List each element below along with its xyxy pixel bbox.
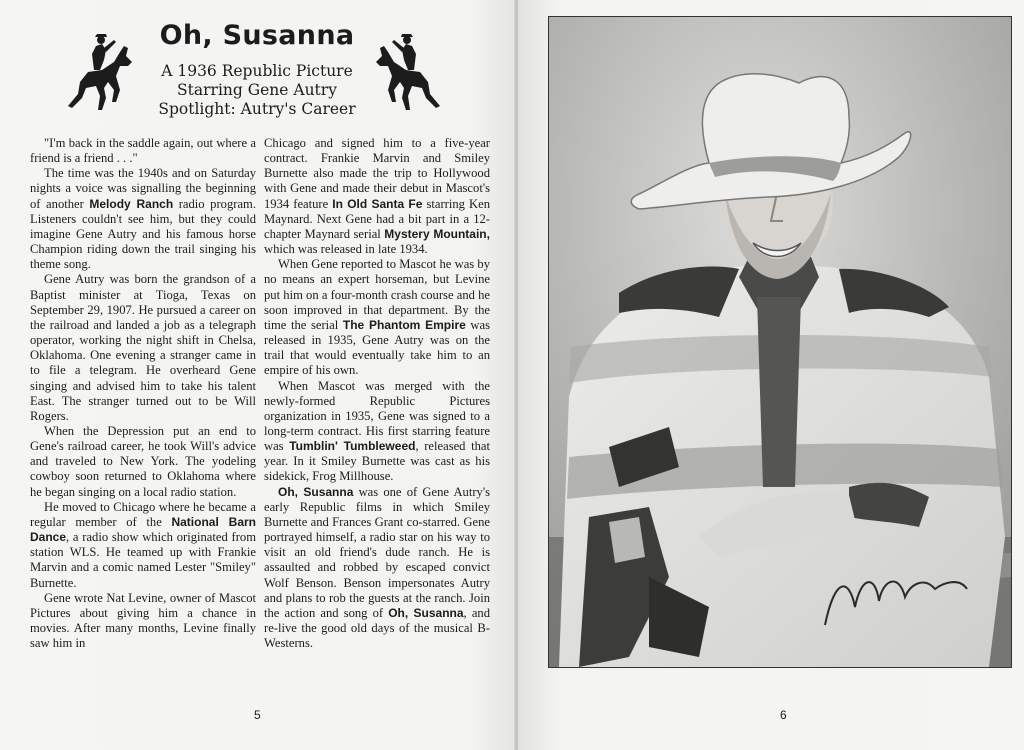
gene-autry-portrait-photo [548,16,1012,668]
body-paragraph [264,485,490,652]
paragraph-text: The time was the 1940s and on Saturday nights a voice was signalling the beginning of another [30,166,256,211]
film-title-emphasis: Oh, Susanna [278,484,354,499]
paragraph-text: radio program. Listeners couldn't see him, but they could imagine Gene Autry and his famous horse Champion riding down the trail singing his theme song. [30,196,256,272]
film-title-emphasis: Tumblin' Tumbleweed [289,439,416,454]
paragraph-text: He moved to Chicago where he became a regular member of the [30,499,256,529]
paragraph-text: When Gene reported to Mascot he was by no means an expert horseman, but Levine put him on a four-month crash course and he soon improved in that department. By the time the serial [264,257,490,332]
film-title-emphasis: In Old Santa Fe [332,196,423,211]
paragraph-text: which was released in late 1934. [264,242,428,257]
body-paragraph [264,257,490,378]
paragraph-text: starring Ken Maynard. Next Gene had a bit part in a 12-chapter Maynard serial [264,196,490,241]
body-paragraph [30,136,256,166]
paragraph-text: was one of Gene Autry's early Republic films in which Smiley Burnette and Frances Grant co-starred. Gene portrayed himself, a radio star on his way to visit an old friend's dude ranch. He is assaulted and robbed by escaped convict Wolf Benson. Benson impersonates Autry and plans to rob the guests at the ranch. Join the action and song of [264,484,490,620]
film-title-emphasis: Mystery Mountain, [384,226,490,241]
paragraph-text: Chicago and signed him to a five-year contract. Frankie Marvin and Smiley Burnette also made the trip to Hollywood with Gene and made their debut in Mascot's 1934 feature [264,136,490,211]
paragraph-text: When the Depression put an end to Gene's railroad career, he took Will's advice and traveled to New York. The yodeling cowboy soon returned to Oklahoma where he began singing on a local radio station. [30,423,256,499]
subtitle-line: Spotlight: Autry's Career [158,100,356,118]
paragraph-text: Gene Autry was born the grandson of a Baptist minister at Tioga, Texas on September 29, 1907. He pursued a career on the railroad and landed a job as a telegraph operator, working the night shift in Chelsa, Oklahoma. One evening a stranger came in to file a telegram. He overheard Gene singing and advised him to take his talent East. The stranger turned out to be Will Rogers. [30,272,256,423]
page-number: 5 [254,708,261,722]
subtitle-line: Starring Gene Autry [177,81,337,99]
body-paragraph [30,424,256,500]
paragraph-text: , released that year. In it Smiley Burnette was cast as his sidekick, Frog Millhouse. [264,439,490,484]
body-paragraph [30,591,256,652]
paragraph-text: Gene wrote Nat Levine, owner of Mascot Pictures about giving him a chance in movies. After many months, Levine finally saw him in [30,590,256,651]
page-number: 6 [780,708,787,722]
body-paragraph [264,136,490,257]
paragraph-text: was released in 1935, Gene Autry was on the trail that would eventually take him to an empire of his own. [264,317,490,378]
body-paragraph [30,272,256,424]
paragraph-text: When Mascot was merged with the newly-formed Republic Pictures organization in 1935, Gene was signed to a long-term contract. His first starring feature was [264,378,490,454]
text-column-right [264,136,490,651]
film-title-emphasis: National Barn Dance [30,514,256,545]
article-header [62,18,452,118]
film-title-emphasis: Melody Ranch [89,196,174,211]
body-paragraph [30,500,256,591]
film-title-emphasis: Oh, Susanna [388,605,464,620]
film-title-emphasis: The Phantom Empire [342,317,466,332]
right-page [518,0,1024,750]
paragraph-text: , and re-live the good old days of the musical B-Westerns. [264,605,490,651]
body-paragraph [264,379,490,485]
text-column-left [30,136,256,651]
article-title: Oh, Susanna [159,20,355,51]
subtitle-line: A 1936 Republic Picture [161,62,353,80]
rearing-horse-rider-icon [372,32,446,112]
body-paragraph [30,166,256,272]
paragraph-text: "I'm back in the saddle again, out where a friend is a friend . . ." [30,136,256,166]
paragraph-text: , a radio show which originated from station WLS. He teamed up with Frankie Marvin and a comic named Lester "Smiley" Burnette. [30,530,256,590]
